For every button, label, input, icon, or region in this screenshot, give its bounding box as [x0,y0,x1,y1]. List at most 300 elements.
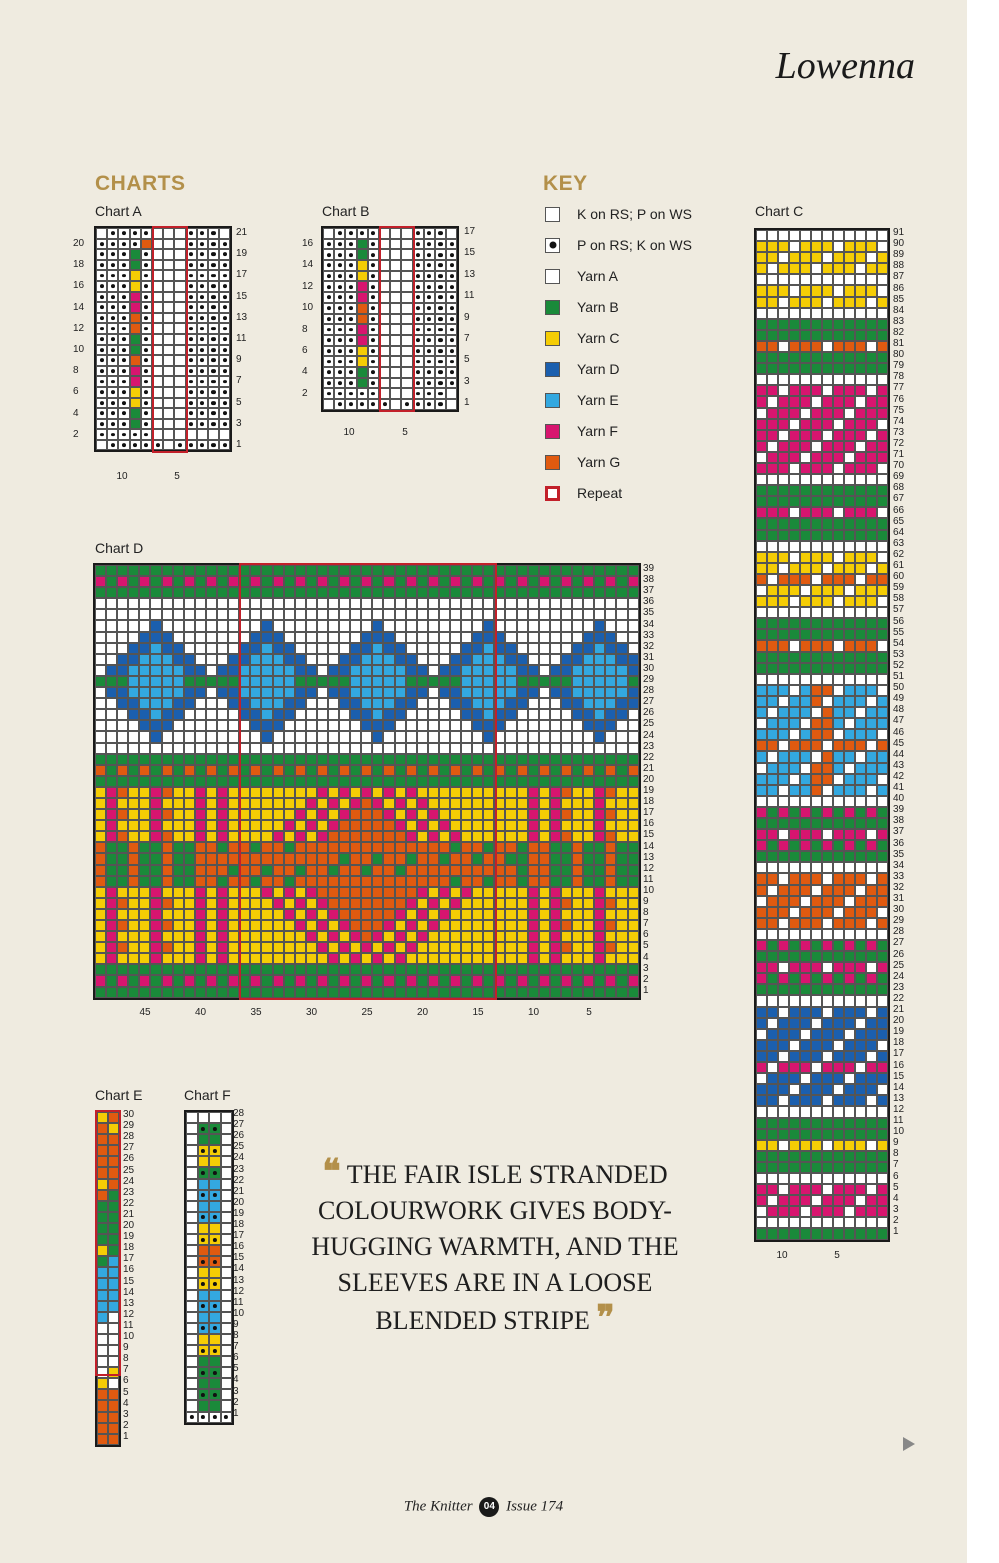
stitch-cell [800,374,811,385]
chart-c-row-number: 43 [893,759,905,771]
stitch-cell [855,751,866,762]
stitch-cell [150,964,161,975]
stitch-cell [450,565,461,576]
stitch-cell [800,751,811,762]
stitch-cell [139,887,150,898]
stitch-cell [767,940,778,951]
stitch-cell [406,676,417,687]
chart-a-row-number: 9 [236,354,242,366]
stitch-cell [209,1156,221,1167]
stitch-cell [195,842,206,853]
stitch-cell [756,918,767,929]
stitch-cell [866,1007,877,1018]
stitch-cell [186,228,197,239]
stitch-cell [217,942,228,953]
stitch-cell [505,632,516,643]
stitch-cell [877,585,888,596]
stitch-cell [239,809,250,820]
stitch-cell [594,731,605,742]
stitch-cell [800,607,811,618]
stitch-cell [217,743,228,754]
stitch-cell [855,640,866,651]
stitch-cell [550,865,561,876]
stitch-cell [128,576,139,587]
stitch-cell [435,303,446,314]
stitch-cell [756,607,767,618]
stitch-cell [756,441,767,452]
stitch-cell [217,565,228,576]
stitch-cell [483,632,494,643]
stitch-cell [306,975,317,986]
stitch-cell [866,363,877,374]
stitch-cell [206,809,217,820]
chart-c-row-number: 26 [893,948,905,960]
stitch-cell [395,975,406,986]
stitch-cell [428,598,439,609]
stitch-cell [162,676,173,687]
stitch-cell [139,865,150,876]
stitch-cell [162,975,173,986]
stitch-cell [186,419,197,430]
stitch-cell [789,1206,800,1217]
stitch-cell [778,751,789,762]
stitch-cell [561,698,572,709]
stitch-cell [107,281,118,292]
stitch-cell [822,385,833,396]
stitch-cell [446,388,457,399]
stitch-cell [833,263,844,274]
chart-c-row-number: 74 [893,415,905,427]
stitch-cell [317,942,328,953]
stitch-cell [505,709,516,720]
stitch-cell [339,609,350,620]
stitch-cell [406,698,417,709]
stitch-cell [261,598,272,609]
stitch-cell [221,1156,233,1167]
stitch-cell [339,853,350,864]
stitch-cell [130,260,141,271]
stitch-cell [317,598,328,609]
stitch-cell [383,787,394,798]
stitch-cell [97,1256,108,1267]
stitch-cell [117,620,128,631]
chart-b-col-number: 10 [343,427,355,438]
stitch-cell [767,1073,778,1084]
stitch-cell [273,920,284,931]
stitch-cell [446,271,457,282]
stitch-cell [284,709,295,720]
stitch-cell [152,355,163,366]
stitch-cell [866,485,877,496]
stitch-cell [628,931,639,942]
stitch-cell [162,876,173,887]
stitch-cell [261,831,272,842]
stitch-cell [261,776,272,787]
stitch-cell [877,663,888,674]
stitch-cell [789,596,800,607]
stitch-cell [446,346,457,357]
chart-c-row-number: 77 [893,382,905,394]
stitch-cell [350,809,361,820]
stitch-cell [141,398,152,409]
stitch-cell [350,964,361,975]
stitch-cell [877,1184,888,1195]
stitch-cell [209,1134,221,1145]
stitch-cell [261,765,272,776]
stitch-cell [855,297,866,308]
stitch-cell [390,303,401,314]
stitch-cell [844,1129,855,1140]
stitch-cell [594,687,605,698]
stitch-cell [778,274,789,285]
stitch-cell [756,685,767,696]
stitch-cell [128,987,139,998]
stitch-cell [439,987,450,998]
stitch-cell [756,330,767,341]
stitch-cell [616,942,627,953]
stitch-cell [789,341,800,352]
chart-d-row-number: 26 [643,707,655,719]
stitch-cell [128,598,139,609]
stitch-cell [494,620,505,631]
stitch-cell [295,842,306,853]
stitch-cell [844,1095,855,1106]
chart-d-row-number: 38 [643,574,655,586]
stitch-cell [424,388,435,399]
stitch-cell [594,842,605,853]
stitch-cell [162,964,173,975]
chart-d-row-number: 9 [643,896,649,907]
stitch-cell [139,898,150,909]
stitch-cell [130,440,141,451]
stitch-cell [306,953,317,964]
chart-b-row-number: 3 [464,375,470,387]
stitch-cell [800,851,811,862]
stitch-cell [323,356,334,367]
stitch-cell [877,962,888,973]
stitch-cell [390,356,401,367]
stitch-cell [174,249,185,260]
stitch-cell [406,953,417,964]
stitch-cell [139,787,150,798]
stitch-cell [800,873,811,884]
stitch-cell [605,765,616,776]
chart-d-row-number: 7 [643,918,649,930]
stitch-cell [328,709,339,720]
stitch-cell [877,430,888,441]
stitch-cell [108,1345,119,1356]
stitch-cell [594,931,605,942]
stitch-cell [406,842,417,853]
stitch-cell [317,576,328,587]
stitch-cell [539,754,550,765]
stitch-cell [328,731,339,742]
stitch-cell [811,607,822,618]
stitch-cell [855,441,866,452]
stitch-cell [328,887,339,898]
stitch-cell [152,334,163,345]
stitch-cell [197,249,208,260]
stitch-cell [118,345,129,356]
stitch-cell [844,640,855,651]
stitch-cell [383,920,394,931]
stitch-cell [756,774,767,785]
stitch-cell [372,765,383,776]
stitch-cell [435,249,446,260]
stitch-cell [261,687,272,698]
chart-c-row-number: 56 [893,615,905,627]
stitch-cell [550,609,561,620]
stitch-cell [505,731,516,742]
stitch-cell [561,620,572,631]
stitch-cell [357,335,368,346]
stitch-cell [494,654,505,665]
stitch-cell [339,975,350,986]
stitch-cell [833,940,844,951]
stitch-cell [855,1062,866,1073]
stitch-cell [361,831,372,842]
stitch-cell [390,324,401,335]
stitch-cell [778,707,789,718]
chart-c-row-number: 47 [893,715,905,727]
stitch-cell [141,355,152,366]
stitch-cell [789,918,800,929]
stitch-cell [811,674,822,685]
stitch-cell [605,654,616,665]
stitch-cell [844,851,855,862]
stitch-cell [800,252,811,263]
stitch-cell [428,798,439,809]
stitch-cell [118,398,129,409]
stitch-cell [844,1062,855,1073]
stitch-cell [162,942,173,953]
stitch-cell [866,274,877,285]
stitch-cell [517,787,528,798]
stitch-cell [357,249,368,260]
chart-c-row-number: 10 [893,1126,905,1138]
stitch-cell [528,776,539,787]
stitch-cell [219,398,230,409]
next-page-triangle-icon[interactable] [903,1437,915,1451]
stitch-cell [361,876,372,887]
stitch-cell [273,853,284,864]
stitch-cell [866,1173,877,1184]
stitch-cell [844,574,855,585]
stitch-cell [162,887,173,898]
stitch-cell [778,1095,789,1106]
stitch-cell [594,987,605,998]
stitch-cell [767,263,778,274]
stitch-cell [494,632,505,643]
stitch-cell [811,552,822,563]
stitch-cell [789,530,800,541]
stitch-cell [345,292,356,303]
stitch-cell [833,363,844,374]
stitch-cell [800,352,811,363]
stitch-cell [789,774,800,785]
stitch-cell [833,1062,844,1073]
stitch-cell [855,1084,866,1095]
stitch-cell [789,319,800,330]
stitch-cell [528,887,539,898]
stitch-cell [117,975,128,986]
stitch-cell [150,565,161,576]
stitch-cell [339,776,350,787]
stitch-cell [250,876,261,887]
stitch-cell [186,239,197,250]
stitch-cell [198,1179,210,1190]
stitch-cell [228,798,239,809]
stitch-cell [106,809,117,820]
stitch-cell [350,920,361,931]
stitch-cell [789,907,800,918]
stitch-cell [844,308,855,319]
chart-a-row-number: 2 [73,428,79,440]
stitch-cell [811,385,822,396]
stitch-cell [350,609,361,620]
stitch-cell [833,1206,844,1217]
stitch-cell [150,632,161,643]
chart-a-row-number: 5 [236,396,242,408]
stitch-cell [461,887,472,898]
stitch-cell [616,731,627,742]
stitch-cell [350,576,361,587]
stitch-cell [228,931,239,942]
stitch-cell [361,632,372,643]
stitch-cell [372,687,383,698]
stitch-cell [756,252,767,263]
stitch-cell [118,387,129,398]
stitch-cell [107,398,118,409]
stitch-cell [517,654,528,665]
stitch-cell [345,367,356,378]
stitch-cell [583,876,594,887]
stitch-cell [117,632,128,643]
stitch-cell [217,598,228,609]
stitch-cell [95,809,106,820]
stitch-cell [390,239,401,250]
stitch-cell [250,565,261,576]
chart-c-row-number: 50 [893,682,905,694]
stitch-cell [339,876,350,887]
stitch-cell [417,964,428,975]
stitch-cell [173,765,184,776]
stitch-cell [605,909,616,920]
stitch-cell [96,302,107,313]
stitch-cell [139,709,150,720]
chart-e-row-number: 11 [123,1319,134,1331]
stitch-cell [173,898,184,909]
stitch-cell [250,853,261,864]
stitch-cell [139,942,150,953]
stitch-cell [139,687,150,698]
stitch-cell [150,709,161,720]
stitch-cell [368,346,379,357]
stitch-cell [108,1434,119,1445]
stitch-cell [461,942,472,953]
footer-magazine: The Knitter [403,1498,473,1515]
stitch-cell [261,798,272,809]
stitch-cell [107,408,118,419]
stitch-cell [767,352,778,363]
stitch-cell [616,931,627,942]
stitch-cell [284,643,295,654]
stitch-cell [198,1312,210,1323]
stitch-cell [789,563,800,574]
stitch-cell [198,1190,210,1201]
stitch-cell [844,1162,855,1173]
stitch-cell [250,931,261,942]
stitch-cell [572,731,583,742]
stitch-cell [877,774,888,785]
stitch-cell [406,987,417,998]
chart-d-row-number: 22 [643,751,655,763]
stitch-cell [877,374,888,385]
chart-a-row-number: 3 [236,417,242,429]
chart-a-row-number: 19 [236,248,248,260]
stitch-cell [339,598,350,609]
stitch-cell [778,1118,789,1129]
stitch-cell [528,820,539,831]
stitch-cell [528,709,539,720]
stitch-cell [130,398,141,409]
stitch-cell [198,1167,210,1178]
stitch-cell [284,620,295,631]
stitch-cell [97,1301,108,1312]
stitch-cell [822,940,833,951]
stitch-cell [756,940,767,951]
stitch-cell [789,474,800,485]
stitch-cell [822,929,833,940]
stitch-cell [197,302,208,313]
stitch-cell [150,887,161,898]
stitch-cell [383,743,394,754]
stitch-cell [877,1029,888,1040]
stitch-cell [208,323,219,334]
stitch-cell [162,687,173,698]
stitch-cell [866,1051,877,1062]
stitch-cell [866,840,877,851]
stitch-cell [128,776,139,787]
stitch-cell [150,620,161,631]
chart-c-row-number: 62 [893,548,905,560]
stitch-cell [152,366,163,377]
stitch-cell [539,975,550,986]
stitch-cell [383,576,394,587]
chart-a-row-number: 1 [236,439,242,450]
stitch-cell [550,698,561,709]
stitch-cell [767,230,778,241]
stitch-cell [822,896,833,907]
stitch-cell [572,620,583,631]
stitch-cell [844,751,855,762]
stitch-cell [97,1112,108,1123]
stitch-cell [130,334,141,345]
stitch-cell [372,709,383,720]
stitch-cell [239,898,250,909]
stitch-cell [261,743,272,754]
stitch-cell [583,798,594,809]
chart-a-row-number: 10 [73,344,85,355]
stitch-cell [855,374,866,385]
stitch-cell [217,876,228,887]
stitch-cell [273,754,284,765]
stitch-cell [295,587,306,598]
stitch-cell [877,763,888,774]
stitch-cell [208,366,219,377]
stitch-cell [822,230,833,241]
chart-c-row-number: 88 [893,260,905,272]
